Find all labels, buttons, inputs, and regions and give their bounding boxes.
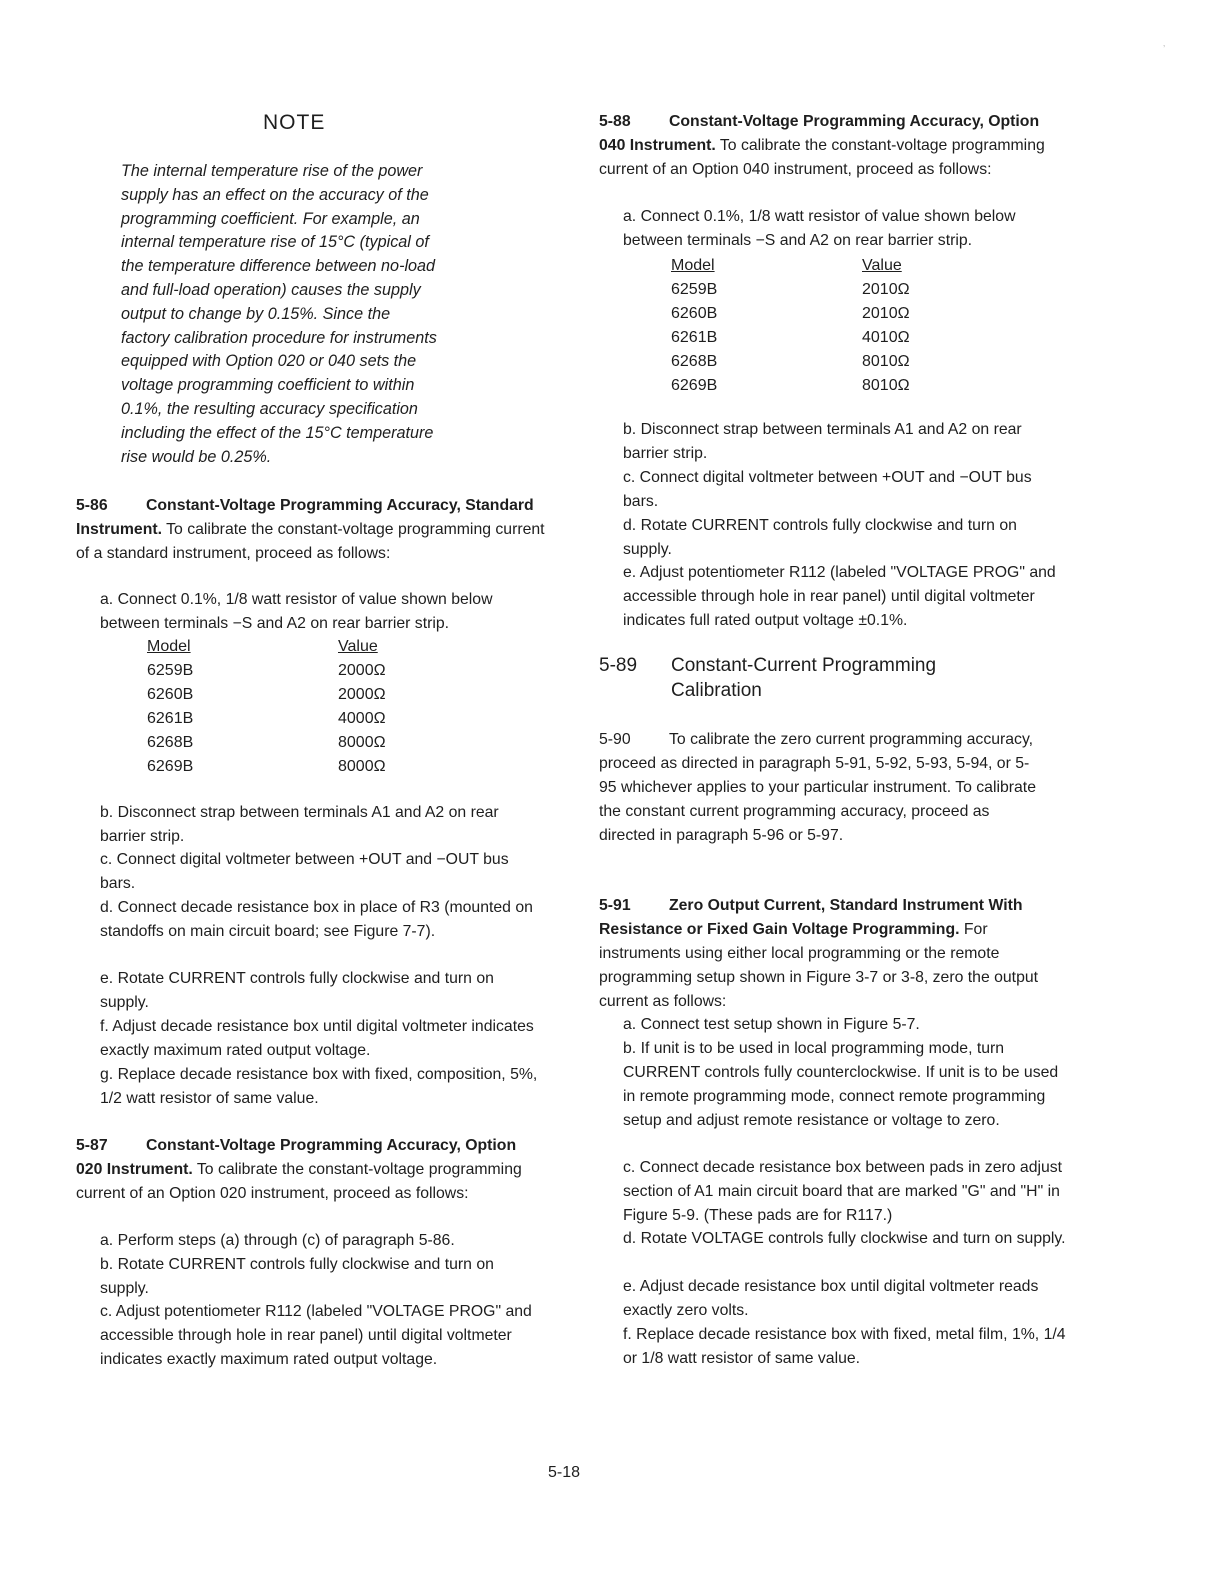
paragraph-number: 5-90: [599, 731, 631, 748]
table-header: [147, 635, 386, 659]
column-header-model: Model: [671, 257, 715, 274]
model-cell: 6268B: [671, 353, 718, 370]
paragraph-text: To calibrate the constant-voltage programming current of an Option 040 instrument, proceed as follows:: [599, 136, 1045, 178]
table-row: [671, 374, 910, 398]
model-cell: 6260B: [671, 305, 718, 322]
step-a: a. Connect 0.1%, 1/8 watt resistor of value shown below between terminals −S and A2 on rear barrier strip.: [100, 591, 493, 632]
paragraph-5-87: [76, 1134, 546, 1206]
step-e: e. Adjust decade resistance box until digital voltmeter reads exactly zero volts.: [623, 1278, 1039, 1319]
step-e: e. Adjust potentiometer R112 (labeled "VOLTAGE PROG" and accessible through hole in rear panel) until digital voltmeter indicates full rated output voltage ±0.1%.: [623, 564, 1056, 629]
step-e: e. Rotate CURRENT controls fully clockwise and turn on supply.: [100, 970, 494, 1011]
table-row: [671, 326, 910, 350]
note-line: the temperature difference between no-load: [121, 257, 436, 276]
table-row: [147, 683, 386, 707]
paragraph-number: 5-86: [76, 497, 108, 514]
margin-mark: ’: [1163, 44, 1166, 55]
note-line: The internal temperature rise of the power: [121, 162, 423, 180]
note-line: equipped with Option 020 or 040 sets the: [121, 352, 417, 371]
paragraph-text: To calibrate the constant-voltage programming current of a standard instrument, proceed as follows:: [76, 520, 545, 562]
note-line: output to change by 0.15%. Since the: [121, 304, 391, 323]
paragraph-heading: Zero Output Current, Standard Instrument With Resistance or Fixed Gain Voltage Programming.: [599, 897, 1023, 938]
value-cell: 2000Ω: [338, 686, 386, 703]
table-row: [671, 350, 910, 374]
note-title: NOTE: [263, 111, 326, 134]
model-cell: 6261B: [671, 329, 718, 346]
table-row: [147, 731, 386, 755]
table-row: [671, 302, 910, 326]
paragraph-text: To calibrate the constant-voltage programming current of an Option 020 instrument, proceed as follows:: [76, 1160, 522, 1202]
model-cell: 6269B: [671, 377, 718, 394]
step-b: b. Rotate CURRENT controls fully clockwise and turn on supply.: [100, 1256, 494, 1297]
step-d: d. Connect decade resistance box in place of R3 (mounted on standoffs on main circuit board; see Figure 7-7).: [100, 899, 533, 940]
step-b: b. Disconnect strap between terminals A1 and A2 on rear barrier strip.: [623, 421, 1022, 462]
model-cell: 6269B: [147, 758, 194, 775]
step-g: g. Replace decade resistance box with fixed, composition, 5%, 1/2 watt resistor of same value.: [100, 1066, 538, 1107]
note-line: including the effect of the 15°C temperature: [121, 423, 434, 442]
section-number: 5-89: [599, 655, 638, 676]
paragraph-heading: Constant-Voltage Programming Accuracy, Standard Instrument.: [76, 497, 534, 538]
value-cell: 4010Ω: [862, 329, 910, 346]
step-d: d. Rotate VOLTAGE controls fully clockwise and turn on supply.: [623, 1230, 1066, 1247]
column-header-value: Value: [338, 638, 378, 655]
step-b: b. Disconnect strap between terminals A1 and A2 on rear barrier strip.: [100, 804, 499, 845]
table-row: [147, 707, 386, 731]
paragraph-heading: Constant-Voltage Programming Accuracy, Option 020 Instrument.: [76, 1137, 517, 1178]
resistor-table-standard: [147, 635, 386, 779]
page-number: 5-18: [548, 1464, 581, 1481]
step-d: d. Rotate CURRENT controls fully clockwise and turn on supply.: [623, 517, 1017, 558]
paragraph-text: To calibrate the zero current programming accuracy, proceed as directed in paragraph 5-91, 5-92, 5-93, 5-94, or 5-95 whichever applies to your particular instrument. To calibrate the constant current programming accuracy, proceed as directed in paragraph 5-96 or 5-97.: [599, 731, 1036, 844]
note-line: factory calibration procedure for instruments: [121, 328, 437, 347]
paragraph-5-88: [599, 110, 1069, 182]
value-cell: 2010Ω: [862, 281, 910, 298]
value-cell: 4000Ω: [338, 710, 386, 727]
step-f: f. Adjust decade resistance box until digital voltmeter indicates exactly maximum rated output voltage.: [100, 1018, 534, 1059]
note-line: 0.1%, the resulting accuracy specification: [121, 399, 418, 418]
step-f: f. Replace decade resistance box with fixed, metal film, 1%, 1/4 or 1/8 watt resistor of same value.: [623, 1326, 1066, 1367]
value-cell: 8010Ω: [862, 353, 910, 370]
table-row: [147, 755, 386, 779]
step-a: a. Connect test setup shown in Figure 5-7.: [623, 1016, 920, 1033]
model-cell: 6259B: [147, 662, 194, 679]
table-row: [147, 659, 386, 683]
model-cell: 6268B: [147, 734, 194, 751]
step-b: b. If unit is to be used in local programming mode, turn CURRENT controls fully counterclockwise. If unit is to be used in remote programming mode, connect remote programming setup and adjust remote resistance or voltage to zero.: [623, 1040, 1059, 1129]
value-cell: 2000Ω: [338, 662, 386, 679]
note-line: rise would be 0.25%.: [121, 447, 272, 466]
step-a: a. Connect 0.1%, 1/8 watt resistor of value shown below between terminals −S and A2 on rear barrier strip.: [623, 208, 1016, 249]
note-line: programming coefficient. For example, an: [121, 209, 420, 228]
step-c: c. Connect decade resistance box between pads in zero adjust section of A1 main circuit board that are marked "G" and "H" in Figure 5-9. (These pads are for R117.): [623, 1159, 1063, 1224]
resistor-table-option-040: [671, 254, 910, 398]
column-header-model: Model: [147, 638, 191, 655]
step-c: c. Connect digital voltmeter between +OUT and −OUT bus bars.: [100, 851, 509, 892]
table-header: [671, 254, 910, 278]
value-cell: 8000Ω: [338, 734, 386, 751]
value-cell: 8000Ω: [338, 758, 386, 775]
paragraph-5-90: [599, 728, 1045, 848]
column-header-value: Value: [862, 257, 902, 274]
paragraph-5-91: [599, 894, 1069, 1014]
paragraph-number: 5-91: [599, 897, 631, 914]
value-cell: 2010Ω: [862, 305, 910, 322]
section-title-line: Calibration: [671, 680, 762, 701]
step-c: c. Adjust potentiometer R112 (labeled "VOLTAGE PROG" and accessible through hole in rear panel) until digital voltmeter indicates exactly maximum rated output voltage.: [100, 1303, 532, 1368]
paragraph-number: 5-88: [599, 113, 631, 130]
section-heading-5-89: [599, 653, 936, 703]
step-c: c. Connect digital voltmeter between +OUT and −OUT bus bars.: [623, 469, 1032, 510]
model-cell: 6260B: [147, 686, 194, 703]
step-a: a. Perform steps (a) through (c) of paragraph 5-86.: [100, 1232, 455, 1249]
model-cell: 6261B: [147, 710, 194, 727]
paragraph-text: For instruments using either local programming or the remote programming setup shown in Figure 3-7 or 3-8, zero the output current as follows:: [599, 920, 1039, 1010]
value-cell: 8010Ω: [862, 377, 910, 394]
paragraph-heading: Constant-Voltage Programming Accuracy, Option 040 Instrument.: [599, 113, 1040, 154]
note-body: [121, 160, 506, 469]
section-title-line: Constant-Current Programming: [671, 655, 937, 676]
paragraph-5-86: [76, 494, 546, 566]
note-line: and full-load operation) causes the supply: [121, 280, 421, 299]
note-line: supply has an effect on the accuracy of the: [121, 185, 429, 204]
model-cell: 6259B: [671, 281, 718, 298]
note-line: voltage programming coefficient to within: [121, 376, 415, 395]
note-line: internal temperature rise of 15°C (typical of: [121, 233, 429, 252]
table-row: [671, 278, 910, 302]
paragraph-number: 5-87: [76, 1137, 108, 1154]
